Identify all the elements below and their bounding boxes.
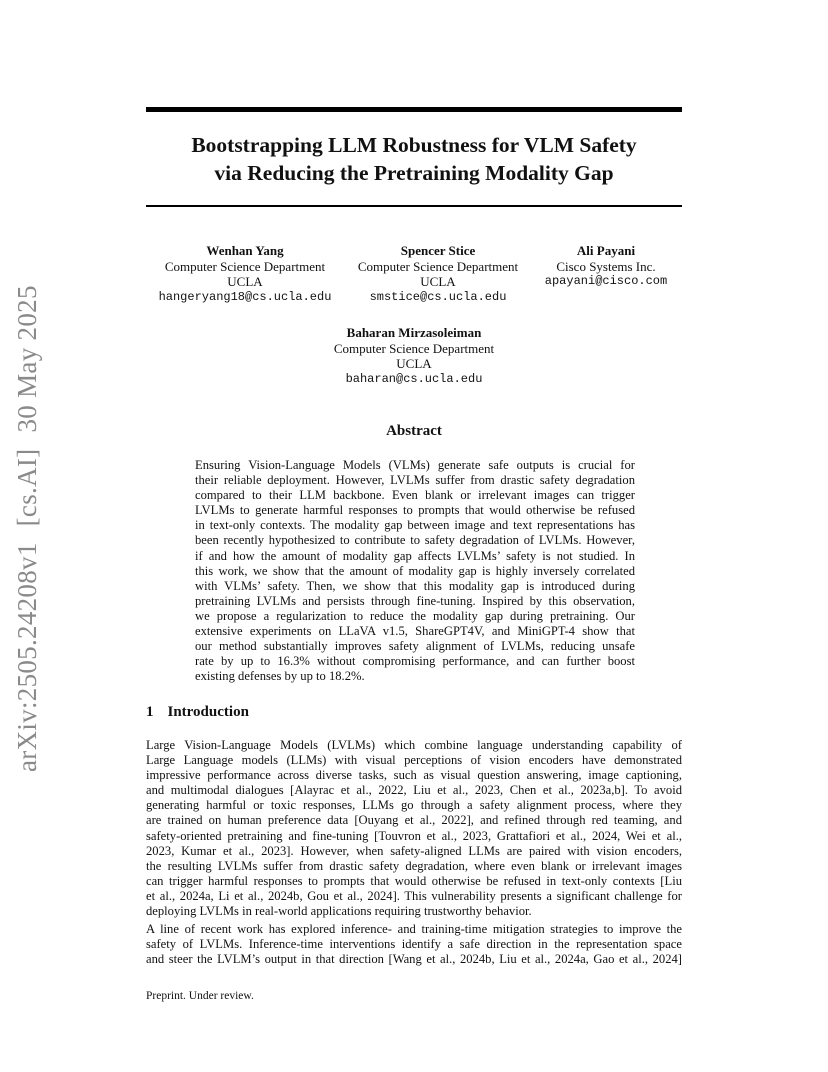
arxiv-category: [cs.AI] [12,448,42,527]
preprint-footnote: Preprint. Under review. [146,990,254,1002]
paragraph-line: the resulting LVLMs suffer from drastic safety degradation, where even blank or irrelevant images [146,858,682,873]
arxiv-sidebar-stamp [12,285,43,772]
author-block-3 [535,243,677,290]
author-name: Spencer Stice [400,243,476,258]
title-line-2: via Reducing the Pretraining Modality Gap [214,161,614,185]
author-block-4 [314,325,514,387]
author-email[interactable]: hangeryang18@cs.ucla.edu [158,289,332,304]
abstract-line: rate by up to 16.3% without compromising performance, and can further boost [195,654,635,669]
intro-paragraph-2 [146,922,682,967]
paragraph-line: Large Language models (LLMs) with visual perceptions of vision encoders have demonstrated [146,753,682,768]
paragraph-line: A line of recent work has explored inference- and training-time mitigation strategies to improve the [146,922,682,936]
abstract-line: with VLMs’ safety. Then, we show that this modality gap is introduced during [195,578,635,593]
abstract-heading: Abstract [386,423,442,439]
abstract-line: Ensuring Vision-Language Models (VLMs) generate safe outputs is crucial for [195,458,635,472]
abstract-line: extensive experiments on LLaVA v1.5, ShareGPT4V, and MiniGPT-4 show that [195,624,635,639]
author-affiliation: UCLA [227,274,263,289]
author-department: Computer Science Department [333,340,495,356]
abstract-line: this work, we show that the amount of modality gap is highly inversely correlated [195,563,635,578]
author-block-1 [150,243,340,305]
title-line-1: Bootstrapping LLM Robustness for VLM Safety [191,133,637,157]
section-heading-introduction [146,704,249,721]
abstract-line: been recently hypothesized to contribute to safety degradation of LVLMs. However, [195,533,635,548]
section-number: 1 [146,704,154,720]
author-email[interactable]: apayani@cisco.com [544,274,668,288]
abstract-line: compared to their LLM backbone. Even blank or irrelevant images can trigger [195,488,635,503]
paragraph-line: can trigger harmful responses to prompts that would otherwise be refused in text-only contexts [Liu [146,873,682,888]
paragraph-line: and steer the LVLM’s output in that direction [Wang et al., 2024b, Liu et al., 2024a, Gao et al., 2024] [146,952,682,967]
paragraph-line: are trained on human preference data [Ouyang et al., 2022], and refined through red teaming, and [146,813,682,828]
intro-paragraph-1 [146,738,682,919]
paragraph-line: impressive performance across diverse tasks, such as visual question answering, image captioning, [146,768,682,783]
author-email[interactable]: smstice@cs.ucla.edu [369,289,507,304]
abstract-line: pretraining LVLMs and persists through fine-tuning. Inspired by this observation, [195,593,635,608]
author-affiliation: Cisco Systems Inc. [556,258,656,274]
paragraph-line: 2023, Kumar et al., 2023]. However, when safety-aligned LLMs are paired with vision encoders, [146,843,682,858]
arxiv-id: arXiv:2505.24208v1 [12,542,42,772]
abstract-line: in text-only contexts. The modality gap between image and text representations has [195,518,635,533]
author-affiliation: UCLA [420,274,456,289]
paragraph-line: safety of LVLMs. Inference-time interventions identify a safe direction in the representation space [146,937,682,952]
section-title: Introduction [167,704,249,720]
author-department: Computer Science Department [357,258,519,274]
paragraph-line: generating harmful or toxic responses, LLMs go through a safety alignment process, where they [146,798,682,813]
paragraph-line: and multimodal dialogues [Alayrac et al., 2022, Liu et al., 2023, Chen et al., 2023a,b]. To avoid [146,783,682,798]
author-email[interactable]: baharan@cs.ucla.edu [345,371,483,386]
author-name: Wenhan Yang [206,243,284,258]
abstract-line: LVLMs to generate harmful responses to prompts that would otherwise be refused [195,503,635,518]
abstract-line: we propose a regularization to reduce the modality gap during pretraining. Our [195,608,635,623]
paragraph-line: et al., 2024a, Li et al., 2024b, Gou et al., 2024]. This vulnerability presents a significant challenge for [146,888,682,903]
paragraph-line: deploying LVLMs in real-world applications requiring trustworthy behavior. [146,904,532,919]
author-affiliation: UCLA [396,356,432,371]
author-block-2 [343,243,533,305]
abstract-line: their reliable deployment. However, LVLMs suffer from drastic safety degradation [195,473,635,488]
abstract-line: if and how the amount of modality gap affects LVLMs’ safety is not studied. In [195,548,635,563]
abstract-body [195,458,635,684]
author-department: Computer Science Department [164,258,326,274]
abstract-line: our method substantially improves safety alignment of LVLMs, reducing unsafe [195,639,635,654]
paragraph-line: safety-oriented pretraining and fine-tuning [Touvron et al., 2023, Grattafiori et al., 2024, Wei et al., [146,828,682,843]
arxiv-date: 30 May 2025 [12,285,42,433]
abstract-line: existing defenses by up to 18.2%. [195,669,365,684]
title-top-rule [146,107,682,112]
author-name: Baharan Mirzasoleiman [346,325,482,340]
author-name: Ali Payani [576,243,636,258]
paragraph-line: Large Vision-Language Models (LVLMs) which combine language understanding capability of [146,738,682,752]
paper-title [146,131,682,187]
title-bottom-rule [146,205,682,207]
